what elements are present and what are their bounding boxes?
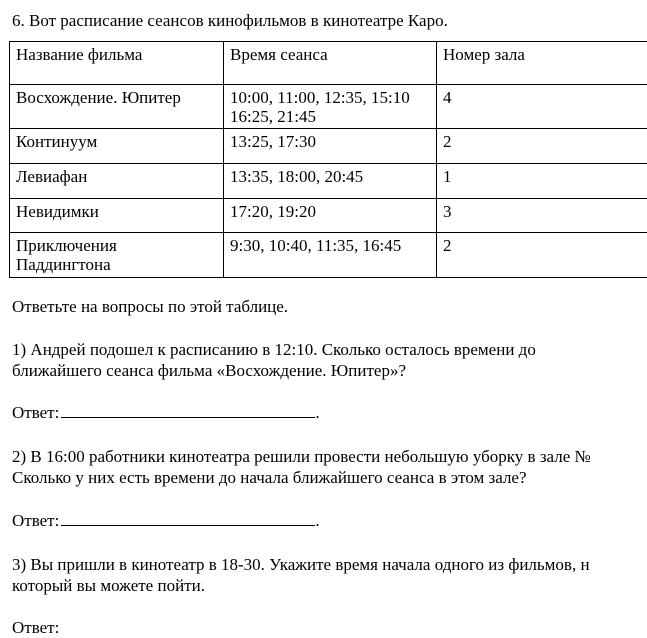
answer-field[interactable] (61, 403, 315, 418)
question-2-line-2: Сколько у них есть времени до начала ближайшего сеанса в этом зале? (12, 467, 527, 488)
session-times-line: 16:25, 21:45 (230, 107, 430, 126)
film-name (10, 233, 224, 278)
table-row (10, 199, 647, 233)
session-times (224, 85, 437, 129)
answer-end: . (315, 403, 319, 422)
hall-number: 2 (437, 129, 647, 164)
hall-number: 1 (437, 164, 647, 199)
answer-label: Ответ: (12, 403, 59, 422)
table-header-row (10, 42, 647, 85)
question-1-line-2: ближайшего сеанса фильма «Восхождение. Юпитер»? (12, 360, 406, 381)
schedule-table (9, 41, 647, 278)
question-3-line-1: 3) Вы пришли в кинотеатр в 18-30. Укажите время начала одного из фильмов, н (12, 554, 590, 575)
film-name: Невидимки (10, 199, 224, 233)
session-times-line: 10:00, 11:00, 12:35, 15:10 (230, 88, 430, 107)
film-name: Левиафан (10, 164, 224, 199)
table-row (10, 129, 647, 164)
answer-label: Ответ: (12, 618, 59, 637)
intro-text: Ответьте на вопросы по этой таблице. (12, 296, 288, 317)
hall-number: 4 (437, 85, 647, 129)
answer-end: . (315, 511, 319, 530)
film-name: Континуум (10, 129, 224, 164)
question-3-line-2: который вы можете пойти. (12, 575, 205, 596)
session-times: 17:20, 19:20 (224, 199, 437, 233)
table-row (10, 164, 647, 199)
question-1-line-1: 1) Андрей подошел к расписанию в 12:10. Сколько осталось времени до (12, 339, 536, 360)
hall-number: 2 (437, 233, 647, 278)
hall-number: 3 (437, 199, 647, 233)
film-name-line: Паддингтона (16, 255, 217, 274)
film-name-line: Приключения (16, 236, 217, 255)
answer-field[interactable] (61, 511, 315, 526)
session-times: 13:35, 18:00, 20:45 (224, 164, 437, 199)
question-2-line-1: 2) В 16:00 работники кинотеатра решили провести небольшую уборку в зале № (12, 446, 591, 467)
answer-label: Ответ: (12, 511, 59, 530)
session-times: 13:25, 17:30 (224, 129, 437, 164)
session-times: 9:30, 10:40, 11:35, 16:45 (224, 233, 437, 278)
header-hall: Номер зала (437, 42, 647, 85)
answer-1 (12, 402, 320, 423)
film-name: Восхождение. Юпитер (10, 85, 224, 129)
answer-2 (12, 510, 320, 531)
table-row (10, 85, 647, 129)
header-film: Название фильма (10, 42, 224, 85)
header-time: Время сеанса (224, 42, 437, 85)
task-title: 6. Вот расписание сеансов кинофильмов в кинотеатре Каро. (12, 10, 448, 31)
table-row (10, 233, 647, 278)
